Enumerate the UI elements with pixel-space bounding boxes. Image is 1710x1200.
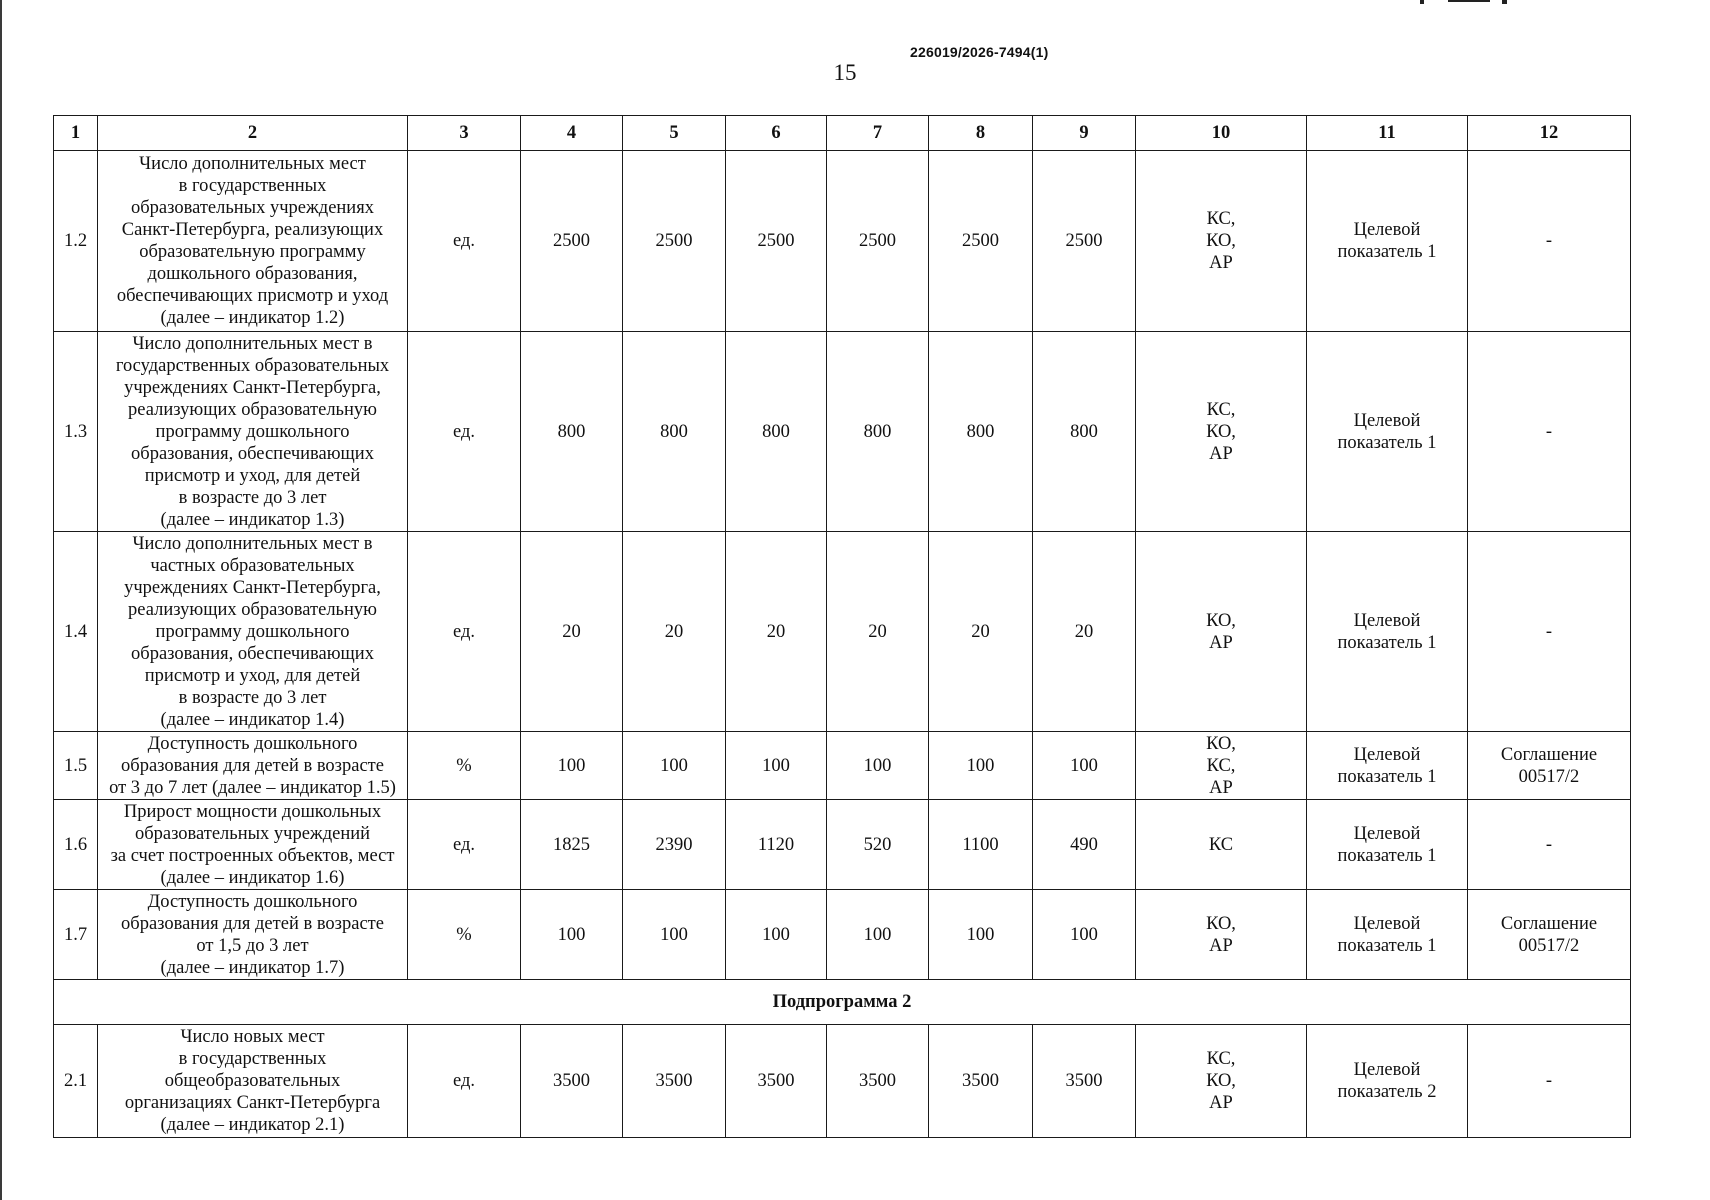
- page-number: 15: [833, 60, 857, 85]
- value-cell: 3500: [623, 1025, 726, 1138]
- indicator-number: 1.2: [54, 151, 98, 332]
- scan-edge-line: [0, 0, 2, 1200]
- table-row: [54, 151, 1631, 332]
- table-row: [54, 800, 1631, 890]
- indicator-description: Число дополнительных мест в частных образовательных учреждениях Санкт-Петербурга, реализующих образовательную программу дошкольного образования, обеспечивающих присмотр и уход, для детей в возрасте до 3 лет (далее – индикатор 1.4): [98, 532, 408, 732]
- target-cell: Целевой показатель 1: [1307, 332, 1468, 532]
- value-cell: 3500: [929, 1025, 1033, 1138]
- unit-cell: ед.: [408, 332, 521, 532]
- value-cell: 3500: [726, 1025, 827, 1138]
- responsible-cell: КО, КС, АР: [1136, 732, 1307, 800]
- target-cell: Целевой показатель 1: [1307, 800, 1468, 890]
- value-cell: 1825: [521, 800, 623, 890]
- value-cell: 100: [1033, 890, 1136, 980]
- value-cell: 2500: [1033, 151, 1136, 332]
- value-cell: 2500: [929, 151, 1033, 332]
- column-header: 6: [726, 116, 827, 151]
- table-row: [54, 1025, 1631, 1138]
- responsible-cell: КО, АР: [1136, 532, 1307, 732]
- value-cell: 2500: [521, 151, 623, 332]
- responsible-cell: КС, КО, АР: [1136, 332, 1307, 532]
- value-cell: 1100: [929, 800, 1033, 890]
- unit-cell: ед.: [408, 151, 521, 332]
- column-header: 12: [1468, 116, 1631, 151]
- table-row: [54, 532, 1631, 732]
- indicator-description: Прирост мощности дошкольных образовательных учреждений за счет построенных объектов, мест (далее – индикатор 1.6): [98, 800, 408, 890]
- column-header: 10: [1136, 116, 1307, 151]
- document-number: 226019/2026-7494(1): [910, 44, 1049, 60]
- column-number-row: [54, 116, 1631, 151]
- value-cell: 800: [521, 332, 623, 532]
- value-cell: 20: [827, 532, 929, 732]
- value-cell: 2500: [623, 151, 726, 332]
- value-cell: 100: [623, 732, 726, 800]
- value-cell: 100: [929, 732, 1033, 800]
- table-row: [54, 890, 1631, 980]
- value-cell: 100: [929, 890, 1033, 980]
- value-cell: 3500: [827, 1025, 929, 1138]
- note-cell: -: [1468, 800, 1631, 890]
- indicator-description: Число новых мест в государственных общеобразовательных организациях Санкт-Петербурга (далее – индикатор 2.1): [98, 1025, 408, 1138]
- note-cell: -: [1468, 532, 1631, 732]
- value-cell: 2390: [623, 800, 726, 890]
- table-row: [54, 332, 1631, 532]
- target-cell: Целевой показатель 1: [1307, 732, 1468, 800]
- value-cell: 1120: [726, 800, 827, 890]
- column-header: 8: [929, 116, 1033, 151]
- value-cell: 100: [726, 890, 827, 980]
- indicators-table: [53, 115, 1631, 1138]
- value-cell: 3500: [521, 1025, 623, 1138]
- column-header: 5: [623, 116, 726, 151]
- value-cell: 100: [521, 732, 623, 800]
- target-cell: Целевой показатель 1: [1307, 890, 1468, 980]
- section-row: [54, 980, 1631, 1025]
- note-cell: -: [1468, 1025, 1631, 1138]
- responsible-cell: КС, КО, АР: [1136, 1025, 1307, 1138]
- target-cell: Целевой показатель 1: [1307, 532, 1468, 732]
- value-cell: 20: [929, 532, 1033, 732]
- indicator-number: 1.6: [54, 800, 98, 890]
- value-cell: 2500: [726, 151, 827, 332]
- indicator-number: 2.1: [54, 1025, 98, 1138]
- column-header: 7: [827, 116, 929, 151]
- value-cell: 100: [1033, 732, 1136, 800]
- note-cell: Соглашение 00517/2: [1468, 890, 1631, 980]
- note-cell: Соглашение 00517/2: [1468, 732, 1631, 800]
- value-cell: 100: [623, 890, 726, 980]
- indicator-number: 1.7: [54, 890, 98, 980]
- value-cell: 100: [726, 732, 827, 800]
- column-header: 11: [1307, 116, 1468, 151]
- table-row: [54, 732, 1631, 800]
- value-cell: 20: [623, 532, 726, 732]
- value-cell: 20: [726, 532, 827, 732]
- value-cell: 800: [1033, 332, 1136, 532]
- note-cell: -: [1468, 151, 1631, 332]
- indicator-description: Число дополнительных мест в государственных образовательных учреждениях Санкт-Петербурга, реализующих образовательную программу дошкольного образования, обеспечивающих присмотр и уход, для детей в возрасте до 3 лет (далее – индикатор 1.3): [98, 332, 408, 532]
- value-cell: 100: [521, 890, 623, 980]
- value-cell: 20: [521, 532, 623, 732]
- section-title: Подпрограмма 2: [54, 980, 1631, 1025]
- indicator-number: 1.3: [54, 332, 98, 532]
- unit-cell: %: [408, 890, 521, 980]
- indicator-description: Доступность дошкольного образования для детей в возрасте от 3 до 7 лет (далее – индикатор 1.5): [98, 732, 408, 800]
- column-header: 1: [54, 116, 98, 151]
- value-cell: 100: [827, 890, 929, 980]
- scan-marks: [1420, 0, 1520, 6]
- column-header: 9: [1033, 116, 1136, 151]
- value-cell: 2500: [827, 151, 929, 332]
- column-header: 2: [98, 116, 408, 151]
- column-header: 4: [521, 116, 623, 151]
- indicator-description: Доступность дошкольного образования для детей в возрасте от 1,5 до 3 лет (далее – индикатор 1.7): [98, 890, 408, 980]
- unit-cell: ед.: [408, 532, 521, 732]
- value-cell: 490: [1033, 800, 1136, 890]
- value-cell: 100: [827, 732, 929, 800]
- value-cell: 520: [827, 800, 929, 890]
- indicator-description: Число дополнительных мест в государственных образовательных учреждениях Санкт-Петербурга, реализующих образовательную программу дошкольного образования, обеспечивающих присмотр и уход (далее – индикатор 1.2): [98, 151, 408, 332]
- value-cell: 800: [827, 332, 929, 532]
- indicator-number: 1.4: [54, 532, 98, 732]
- value-cell: 20: [1033, 532, 1136, 732]
- unit-cell: ед.: [408, 1025, 521, 1138]
- note-cell: -: [1468, 332, 1631, 532]
- value-cell: 800: [623, 332, 726, 532]
- value-cell: 800: [726, 332, 827, 532]
- value-cell: 3500: [1033, 1025, 1136, 1138]
- value-cell: 800: [929, 332, 1033, 532]
- responsible-cell: КС: [1136, 800, 1307, 890]
- target-cell: Целевой показатель 2: [1307, 1025, 1468, 1138]
- responsible-cell: КС, КО, АР: [1136, 151, 1307, 332]
- responsible-cell: КО, АР: [1136, 890, 1307, 980]
- indicator-number: 1.5: [54, 732, 98, 800]
- column-header: 3: [408, 116, 521, 151]
- unit-cell: %: [408, 732, 521, 800]
- target-cell: Целевой показатель 1: [1307, 151, 1468, 332]
- unit-cell: ед.: [408, 800, 521, 890]
